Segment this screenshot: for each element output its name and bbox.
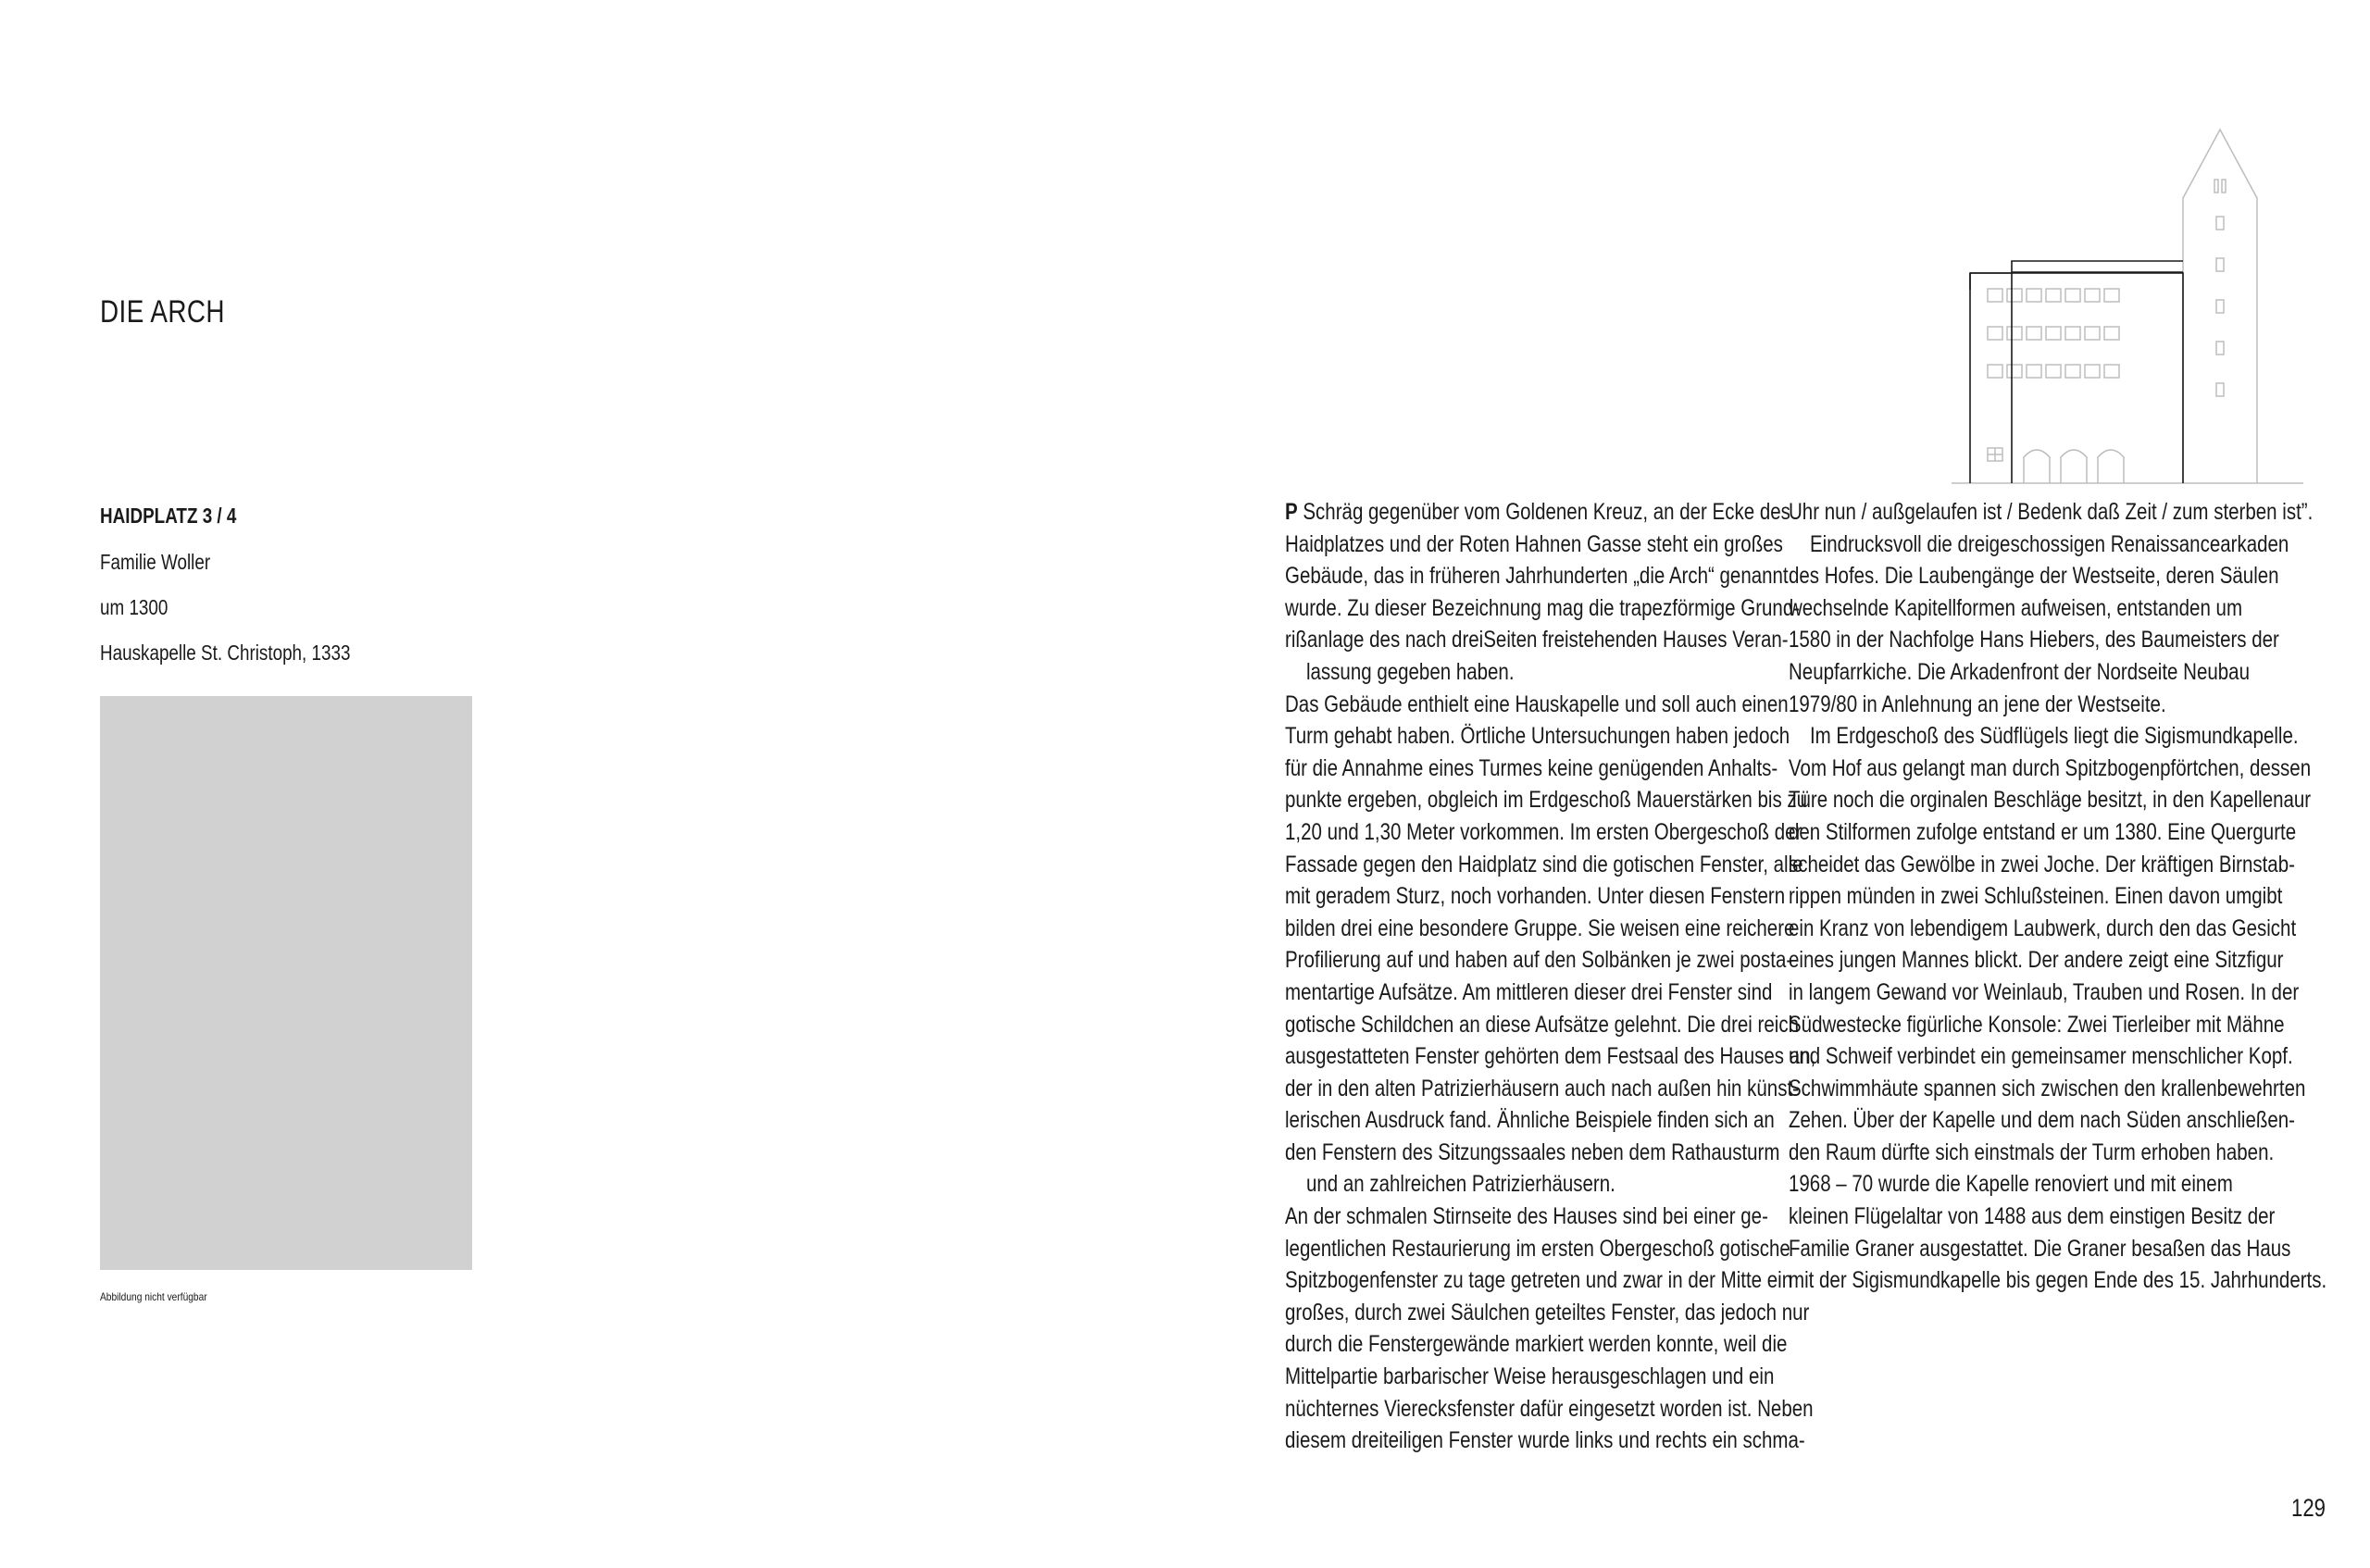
initial-letter: P bbox=[1285, 499, 1298, 525]
text-line: mentartige Aufsätze. Am mittleren dieser drei Fenster sind bbox=[1285, 978, 1773, 1005]
chapel-text: Hauskapelle St. Christoph, 1333 bbox=[100, 641, 351, 665]
text-line: Im Erdgeschoß des Südflügels liegt die Sigismundkapelle. bbox=[1809, 723, 2299, 750]
text-column-2 bbox=[1789, 496, 2327, 1297]
text-line: Turm gehabt haben. Örtliche Untersuchungen haben jedoch bbox=[1285, 723, 1790, 750]
text-line: Neupfarrkiche. Die Arkadenfront der Nordseite Neubau bbox=[1789, 658, 2250, 685]
text-line: Eindrucksvoll die dreigeschossigen Renaissancearkaden bbox=[1809, 530, 2289, 557]
text-line: und Schweif verbindet ein gemeinsamer menschlicher Kopf. bbox=[1789, 1043, 2293, 1070]
text-line: Gebäude, das in früheren Jahrhunderten „die Arch“ genannt bbox=[1285, 563, 1789, 590]
text-line: kleinen Flügelaltar von 1488 aus dem einstigen Besitz der bbox=[1789, 1203, 2276, 1230]
image-caption: Abbildung nicht verfügbar bbox=[100, 1290, 207, 1303]
image-placeholder bbox=[100, 696, 472, 1270]
text-line: Haidplatzes und der Roten Hahnen Gasse steht ein großes bbox=[1285, 530, 1783, 557]
text-line: legentlichen Restaurierung im ersten Obergeschoß gotische bbox=[1285, 1235, 1790, 1262]
page-number: 129 bbox=[2291, 1494, 2326, 1522]
text-line: großes, durch zwei Säulchen geteiltes Fenster, das jedoch nur bbox=[1285, 1299, 1810, 1325]
text-line: Mittelpartie barbarischer Weise herausgeschlagen und ein bbox=[1285, 1363, 1775, 1390]
address-heading: HAIDPLATZ 3 / 4 bbox=[100, 504, 237, 528]
text-line: Südwestecke figürliche Konsole: Zwei Tierleiber mit Mähne bbox=[1789, 1011, 2285, 1038]
text-line: wechselnde Kapitellformen aufweisen, entstanden um bbox=[1789, 594, 2243, 621]
text-line: Profilierung auf und haben auf den Solbänken je zwei posta- bbox=[1285, 947, 1793, 974]
text-line: ausgestatteten Fenster gehörten dem Festsaal des Hauses an, bbox=[1285, 1043, 1816, 1070]
text-line: wurde. Zu dieser Bezeichnung mag die trapezförmige Grund- bbox=[1285, 594, 1801, 621]
text-line: bilden drei eine besondere Gruppe. Sie weisen eine reichere bbox=[1285, 915, 1795, 941]
text-line: An der schmalen Stirnseite des Hauses sind bei einer ge- bbox=[1285, 1203, 1768, 1230]
text-line: gotische Schildchen an diese Aufsätze gelehnt. Die drei reich bbox=[1285, 1011, 1799, 1038]
text-line: lassung gegeben haben. bbox=[1305, 658, 1515, 685]
text-line: scheidet das Gewölbe in zwei Joche. Der kräftigen Birnstab- bbox=[1789, 851, 2295, 877]
text-line: Schwimmhäute spannen sich zwischen den krallenbewehrten bbox=[1789, 1075, 2306, 1101]
text-line: eines jungen Mannes blickt. Der andere zeigt eine Sitzfigur bbox=[1789, 947, 2284, 974]
text-line: und an zahlreichen Patrizierhäusern. bbox=[1305, 1171, 1615, 1198]
text-line: Uhr nun / außgelaufen ist / Bedenk daß Zeit / zum sterben ist”. bbox=[1789, 499, 2314, 525]
text-line: Vom Hof aus gelangt man durch Spitzbogenpförtchen, dessen bbox=[1789, 754, 2312, 781]
text-line: rippen münden in zwei Schlußsteinen. Einen davon umgibt bbox=[1789, 883, 2283, 910]
text-line: Das Gebäude enthielt eine Hauskapelle und soll auch einen bbox=[1285, 691, 1789, 717]
date-text: um 1300 bbox=[100, 595, 168, 619]
text-line: 1979/80 in Anlehnung an jene der Westseite. bbox=[1789, 691, 2166, 717]
first-line-text: Schräg gegenüber vom Goldenen Kreuz, an der Ecke des bbox=[1303, 499, 1790, 525]
text-line: rißanlage des nach dreiSeiten freistehenden Hauses Veran- bbox=[1285, 627, 1789, 653]
text-line: für die Annahme eines Turmes keine genügenden Anhalts- bbox=[1285, 754, 1778, 781]
building-elevation-drawing bbox=[1952, 124, 2303, 485]
page-title: DIE ARCH bbox=[100, 294, 225, 330]
text-line: Fassade gegen den Haidplatz sind die gotischen Fenster, alle bbox=[1285, 851, 1803, 877]
text-column-1 bbox=[1285, 496, 1816, 1457]
text-line: ein Kranz von lebendigem Laubwerk, durch den das Gesicht bbox=[1789, 915, 2297, 941]
text-line: punkte ergeben, obgleich im Erdgeschoß Mauerstärken bis zu bbox=[1285, 787, 1808, 814]
text-line: 1968 – 70 wurde die Kapelle renoviert und mit einem bbox=[1789, 1171, 2233, 1198]
text-line: des Hofes. Die Laubengänge der Westseite, deren Säulen bbox=[1789, 563, 2279, 590]
owner-text: Familie Woller bbox=[100, 550, 211, 574]
text-line: diesem dreiteiligen Fenster wurde links und rechts ein schma- bbox=[1285, 1427, 1805, 1454]
text-line: nüchternes Vierecksfenster dafür eingesetzt worden ist. Neben bbox=[1285, 1395, 1814, 1422]
text-line: 1,20 und 1,30 Meter vorkommen. Im ersten Obergeschoß der bbox=[1285, 818, 1802, 845]
text-line: den Raum dürfte sich einstmals der Turm erhoben haben. bbox=[1789, 1139, 2275, 1165]
text-line: Familie Graner ausgestattet. Die Graner besaßen das Haus bbox=[1789, 1235, 2291, 1262]
text-line: der in den alten Patrizierhäusern auch nach außen hin künst- bbox=[1285, 1075, 1799, 1101]
text-line: Spitzbogenfenster zu tage getreten und zwar in der Mitte ein bbox=[1285, 1267, 1793, 1294]
text-line: den Fenstern des Sitzungssaales neben dem Rathausturm bbox=[1285, 1139, 1780, 1165]
text-line: lerischen Ausdruck fand. Ähnliche Beispiele finden sich an bbox=[1285, 1107, 1775, 1134]
text-line: mit der Sigismundkapelle bis gegen Ende des 15. Jahrhunderts. bbox=[1789, 1267, 2327, 1294]
text-line: durch die Fenstergewände markiert werden konnte, weil die bbox=[1285, 1331, 1788, 1358]
text-line: 1580 in der Nachfolge Hans Hiebers, des Baumeisters der bbox=[1789, 627, 2279, 653]
first-line bbox=[1285, 496, 1790, 529]
text-line: in langem Gewand vor Weinlaub, Trauben und Rosen. In der bbox=[1789, 978, 2300, 1005]
text-line: Türe noch die orginalen Beschläge besitzt, in den Kapellenaur bbox=[1789, 787, 2312, 814]
text-line: Zehen. Über der Kapelle und dem nach Süden anschließen- bbox=[1789, 1107, 2296, 1134]
text-line: den Stilformen zufolge entstand er um 1380. Eine Quergurte bbox=[1789, 818, 2297, 845]
text-line: mit geradem Sturz, noch vorhanden. Unter diesen Fenstern bbox=[1285, 883, 1786, 910]
